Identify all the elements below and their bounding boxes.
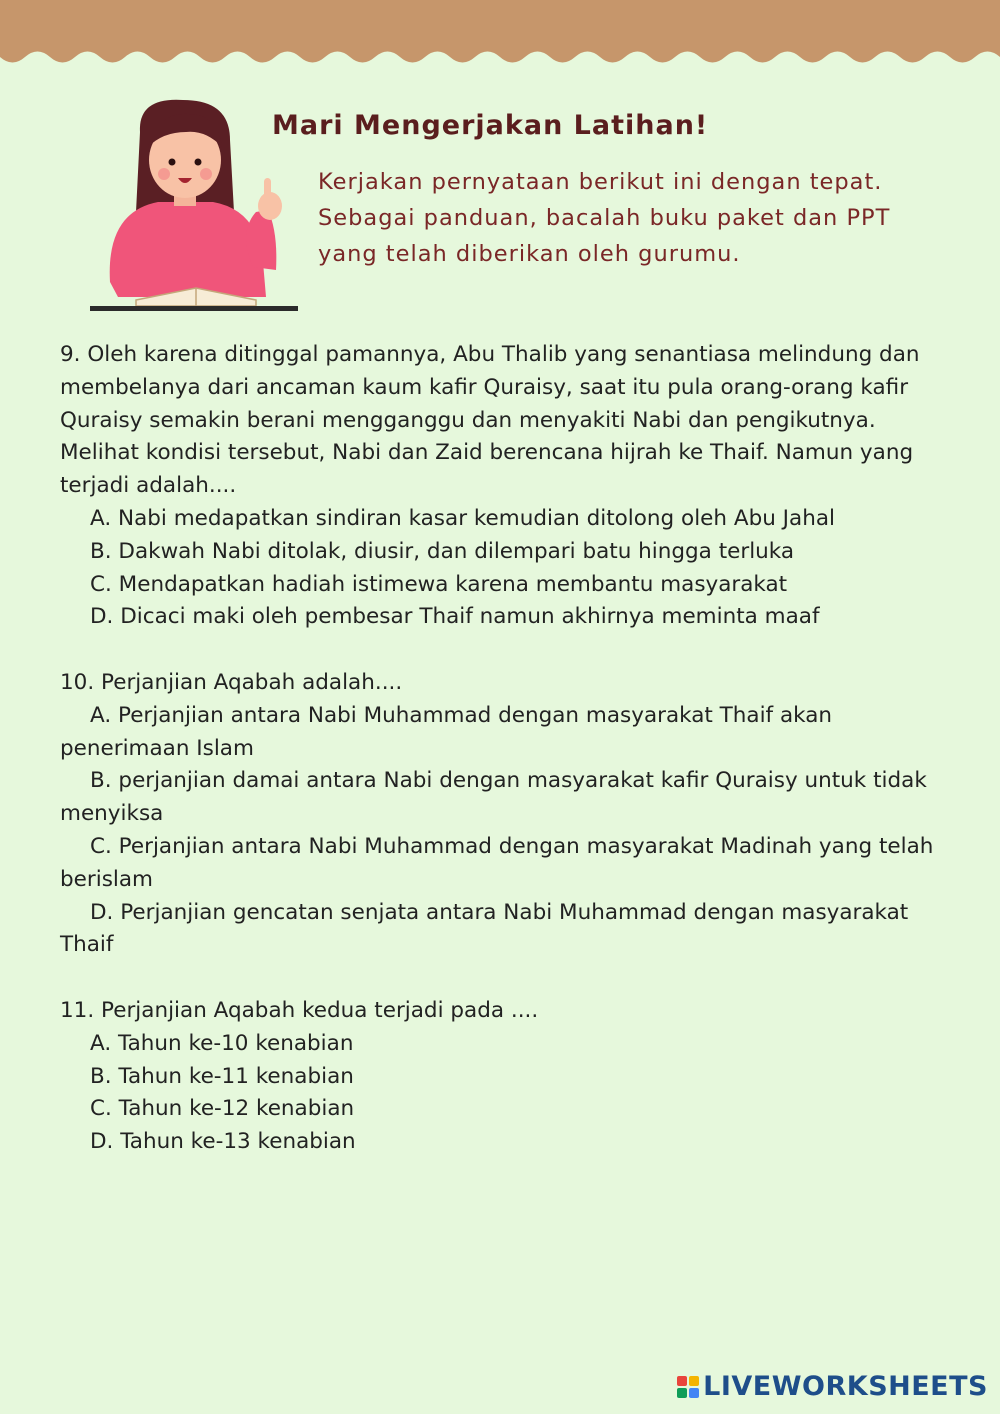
answer-option-b[interactable]: B. perjanjian damai antara Nabi dengan masyarakat kafir Quraisy untuk tidak menyiksa <box>60 768 927 827</box>
logo-square <box>677 1388 687 1398</box>
answer-option-d[interactable]: D. Tahun ke-13 kenabian <box>90 1129 356 1155</box>
question-10 <box>60 667 950 962</box>
question-9 <box>60 339 950 634</box>
questions-list <box>60 339 950 1192</box>
answer-option-c[interactable]: C. Tahun ke-12 kenabian <box>90 1096 355 1122</box>
answer-option-b[interactable]: B. Dakwah Nabi ditolak, diusir, dan dilempari batu hingga terluka <box>90 538 795 564</box>
answer-option-b[interactable]: B. Tahun ke-11 kenabian <box>90 1063 354 1089</box>
answer-option-d[interactable]: D. Perjanjian gencatan senjata antara Nabi Muhammad dengan masyarakat Thaif <box>60 899 909 958</box>
question-11 <box>60 995 950 1159</box>
answer-option-a[interactable]: A. Tahun ke-10 kenabian <box>90 1030 354 1056</box>
logo-square <box>677 1376 687 1386</box>
answer-option-a[interactable]: A. Perjanjian antara Nabi Muhammad dengan masyarakat Thaif akan penerimaan Islam <box>60 702 833 761</box>
liveworksheets-logo[interactable] <box>677 1371 988 1402</box>
logo-squares-icon <box>677 1376 699 1398</box>
question-text: 11. Perjanjian Aqabah kedua terjadi pada .... <box>60 997 539 1023</box>
answer-option-c[interactable]: C. Mendapatkan hadiah istimewa karena membantu masyarakat <box>90 571 788 597</box>
answer-option-d[interactable]: D. Dicaci maki oleh pembesar Thaif namun akhirnya meminta maaf <box>90 604 820 630</box>
logo-text: LIVEWORKSHEETS <box>703 1371 988 1402</box>
top-wave-border <box>0 0 1000 72</box>
answer-option-a[interactable]: A. Nabi medapatkan sindiran kasar kemudian ditolong oleh Abu Jahal <box>90 505 835 531</box>
answer-option-c[interactable]: C. Perjanjian antara Nabi Muhammad dengan masyarakat Madinah yang telah berislam <box>60 833 934 892</box>
question-text: 9. Oleh karena ditinggal pamannya, Abu Thalib yang senantiasa melindung dan membelanya dari ancaman kaum kafir Quraisy, saat itu pula orang-orang kafir Quraisy semakin berani mengganggu dan menyakiti Nabi dan pengikutnya. Melihat kondisi tersebut, Nabi dan Zaid berencana hijrah ke Thaif. Namun yang terjadi adalah.... <box>60 342 920 499</box>
page-title: Mari Mengerjakan Latihan! <box>272 110 709 141</box>
logo-square <box>689 1376 699 1386</box>
question-text: 10. Perjanjian Aqabah adalah.... <box>60 669 403 695</box>
girl-reading-illustration <box>88 92 303 317</box>
logo-square <box>689 1388 699 1398</box>
instructions-text: Kerjakan pernyataan berikut ini dengan tepat. Sebagai panduan, bacalah buku paket dan PPT yang telah diberikan oleh gurumu. <box>318 169 891 267</box>
